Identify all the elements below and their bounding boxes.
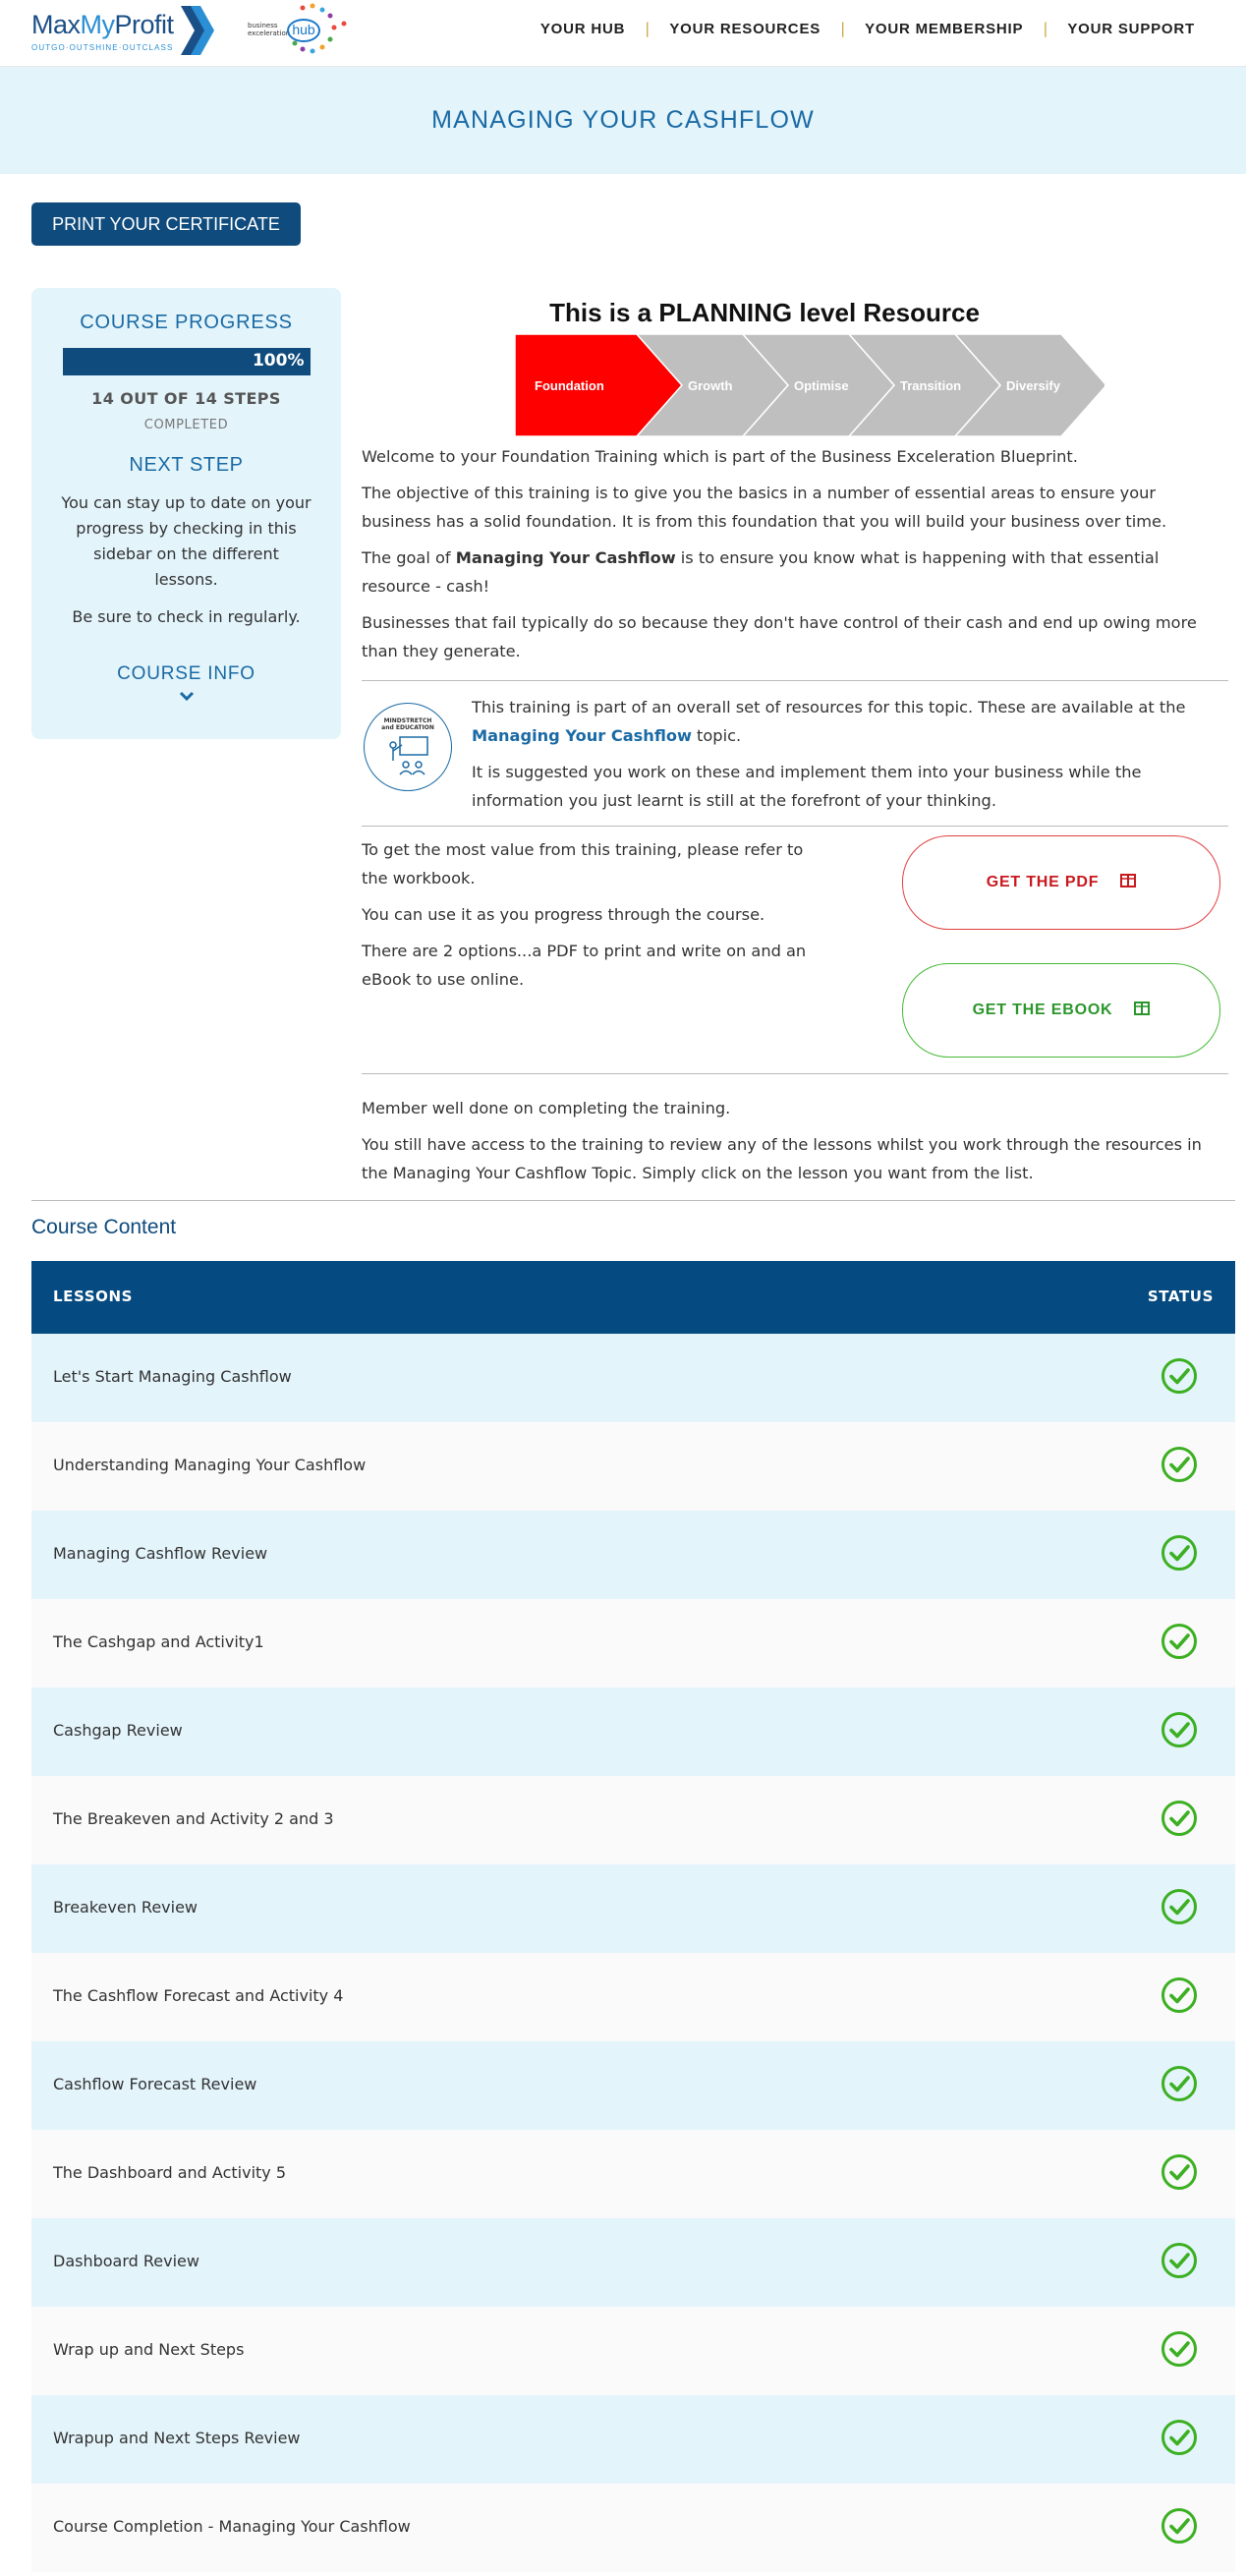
lesson-title[interactable]: Dashboard Review [53, 2252, 199, 2270]
course-content-title: Course Content [31, 1216, 177, 1238]
book-icon [1120, 874, 1136, 892]
nav-your-support[interactable]: YOUR SUPPORT [1067, 20, 1195, 37]
divider [362, 826, 1228, 827]
status-column-header: STATUS [1147, 1288, 1214, 1305]
intro-section [362, 442, 1228, 673]
lesson-title[interactable]: Wrapup and Next Steps Review [53, 2429, 301, 2447]
intro-paragraph-4: Businesses that fail typically do so because they don't have control of their cash and end up owing more than they generate. [362, 613, 1197, 660]
workbook-section [362, 835, 1228, 1061]
page-title: MANAGING YOUR CASHFLOW [431, 106, 815, 134]
logo-chevron-icon [181, 4, 214, 57]
hub-logo-small-text: business exceleration [248, 22, 291, 37]
completed-check-icon [1161, 2153, 1198, 2191]
mindstretch-paragraph-1: This training is part of an overall set of resources for this topic. These are available at the Managing Your Cashflow topic. [472, 698, 1186, 745]
nav-your-resources[interactable]: YOUR RESOURCES [669, 20, 821, 37]
logo-part-max: Max [31, 10, 81, 39]
mindstretch-paragraph-2: It is suggested you work on these and implement them into your business while the information you just learnt is still at the forefront of your thinking. [472, 763, 1142, 810]
next-step-title: NEXT STEP [129, 454, 244, 476]
lesson-row[interactable] [31, 2484, 1235, 2572]
lesson-title[interactable]: Course Completion - Managing Your Cashflow [53, 2517, 411, 2536]
stage-label: Optimise [794, 378, 849, 393]
completion-paragraph-1: Member well done on completing the training. [362, 1099, 731, 1117]
lesson-title[interactable]: The Cashflow Forecast and Activity 4 [53, 1986, 344, 2005]
workbook-paragraph-3: There are 2 options...a PDF to print and write on and an eBook to use online. [362, 942, 807, 989]
lesson-row[interactable] [31, 2130, 1235, 2218]
site-header [0, 0, 1246, 67]
planning-stages-graphic [515, 334, 1104, 436]
lesson-row[interactable] [31, 2307, 1235, 2395]
print-certificate-button[interactable]: PRINT YOUR CERTIFICATE [31, 202, 301, 246]
nav-your-membership[interactable]: YOUR MEMBERSHIP [865, 20, 1024, 37]
course-progress-title: COURSE PROGRESS [80, 312, 293, 333]
mindstretch-text [472, 693, 1228, 823]
lesson-row[interactable] [31, 1864, 1235, 1953]
workbook-paragraph-2: You can use it as you progress through the course. [362, 905, 765, 924]
logo-part-my: My [80, 10, 115, 39]
business-exceleration-hub-logo[interactable] [244, 2, 352, 61]
stage-label: Diversify [1006, 378, 1060, 393]
completed-check-icon [1161, 2507, 1198, 2545]
lessons-table-body [31, 1334, 1235, 2572]
divider [31, 1200, 1235, 1201]
lessons-table [31, 1261, 1235, 2572]
get-ebook-button[interactable] [902, 963, 1220, 1058]
get-ebook-label: GET THE EBOOK [972, 1002, 1113, 1018]
completed-check-icon [1161, 2419, 1198, 2456]
lessons-column-header: LESSONS [53, 1288, 134, 1305]
mindstretch-section [362, 693, 1228, 821]
course-progress-sidebar [31, 288, 341, 739]
stage-label: Growth [688, 378, 733, 393]
planning-level-title: This is a PLANNING level Resource [549, 298, 980, 327]
stage-label: Transition [900, 378, 962, 393]
lessons-table-header [31, 1261, 1235, 1334]
get-pdf-button[interactable] [902, 835, 1220, 930]
next-step-text-2: Be sure to check in regularly. [72, 607, 301, 626]
lesson-row[interactable] [31, 1334, 1235, 1422]
book-icon [1134, 1002, 1150, 1020]
completed-check-icon [1161, 2242, 1198, 2279]
lesson-row[interactable] [31, 1511, 1235, 1599]
intro-paragraph-1: Welcome to your Foundation Training which is part of the Business Exceleration Blueprint. [362, 447, 1078, 466]
next-step-text: You can stay up to date on your progress by checking in this sidebar on the different lessons. [61, 493, 312, 589]
completed-check-icon [1161, 1976, 1198, 2014]
stage-label: Foundation [535, 378, 604, 393]
maxmyprofit-logo[interactable] [31, 4, 218, 59]
lesson-title[interactable]: The Dashboard and Activity 5 [53, 2163, 287, 2182]
completion-section [362, 1094, 1228, 1195]
nav-separator: | [1043, 20, 1048, 37]
steps-count: 14 OUT OF 14 STEPS [91, 389, 281, 408]
workbook-paragraph-1: To get the most value from this training, please refer to the workbook. [362, 840, 804, 887]
completed-check-icon [1161, 2330, 1198, 2368]
hub-logo-word: hub [287, 19, 320, 42]
completion-paragraph-2: You still have access to the training to review any of the lessons whilst you work through the resources in the Managing Your Cashflow Topic. Simply click on the lesson you want from the list. [362, 1135, 1202, 1182]
lesson-title[interactable]: The Cashgap and Activity1 [53, 1632, 264, 1651]
main-content [362, 288, 1228, 1182]
lesson-title[interactable]: Let's Start Managing Cashflow [53, 1367, 292, 1386]
workbook-text [362, 835, 833, 1002]
lesson-row[interactable] [31, 1422, 1235, 1511]
lesson-title[interactable]: Understanding Managing Your Cashflow [53, 1456, 367, 1474]
lesson-row[interactable] [31, 2218, 1235, 2307]
lesson-title[interactable]: Wrap up and Next Steps [53, 2340, 245, 2359]
get-pdf-label: GET THE PDF [986, 874, 1100, 890]
intro-paragraph-2: The objective of this training is to give you the basics in a number of essential areas to ensure your business has a solid foundation. It is from this foundation that you will build your business over time. [362, 484, 1167, 531]
progress-percent: 100% [252, 351, 305, 371]
completed-check-icon [1161, 1711, 1198, 1748]
lesson-row[interactable] [31, 2041, 1235, 2130]
intro-paragraph-3: The goal of Managing Your Cashflow is to ensure you know what is happening with that essential resource - cash! [362, 548, 1160, 596]
lesson-title[interactable]: Cashgap Review [53, 1721, 183, 1740]
divider [362, 680, 1228, 681]
managing-cashflow-topic-link[interactable]: Managing Your Cashflow [472, 726, 692, 745]
lesson-title[interactable]: Managing Cashflow Review [53, 1544, 268, 1563]
completed-check-icon [1161, 1357, 1198, 1395]
nav-your-hub[interactable]: YOUR HUB [539, 20, 626, 37]
completed-check-icon [1161, 1888, 1198, 1925]
mindstretch-education-icon: MINDSTRETCH and EDUCATION [364, 703, 452, 791]
nav-separator: | [840, 20, 846, 37]
completed-check-icon [1161, 2065, 1198, 2102]
divider [362, 1073, 1228, 1074]
completed-check-icon [1161, 1623, 1198, 1660]
lesson-row[interactable] [31, 1776, 1235, 1864]
hub-logo-dots-icon [283, 2, 352, 61]
logo-wordmark [31, 10, 174, 40]
main-nav [521, 20, 1215, 37]
lesson-row[interactable] [31, 1688, 1235, 1776]
lesson-title[interactable]: Cashflow Forecast Review [53, 2075, 257, 2093]
logo-tagline: OUTGO·OUTSHINE·OUTCLASS [31, 43, 174, 52]
completed-check-icon [1161, 1446, 1198, 1483]
completed-check-icon [1161, 1800, 1198, 1837]
completed-label: COMPLETED [143, 418, 229, 432]
lesson-title[interactable]: Breakeven Review [53, 1898, 198, 1917]
lesson-row[interactable] [31, 1953, 1235, 2041]
progress-bar [63, 348, 311, 375]
chevron-down-icon[interactable] [31, 689, 341, 705]
page-banner [0, 67, 1246, 174]
lesson-title[interactable]: The Breakeven and Activity 2 and 3 [53, 1809, 334, 1828]
logo-part-profit: Profit [114, 10, 174, 39]
lesson-row[interactable] [31, 1599, 1235, 1688]
completed-check-icon [1161, 1534, 1198, 1572]
nav-separator: | [645, 20, 651, 37]
course-info-toggle[interactable]: COURSE INFO [117, 663, 255, 684]
lesson-row[interactable] [31, 2395, 1235, 2484]
